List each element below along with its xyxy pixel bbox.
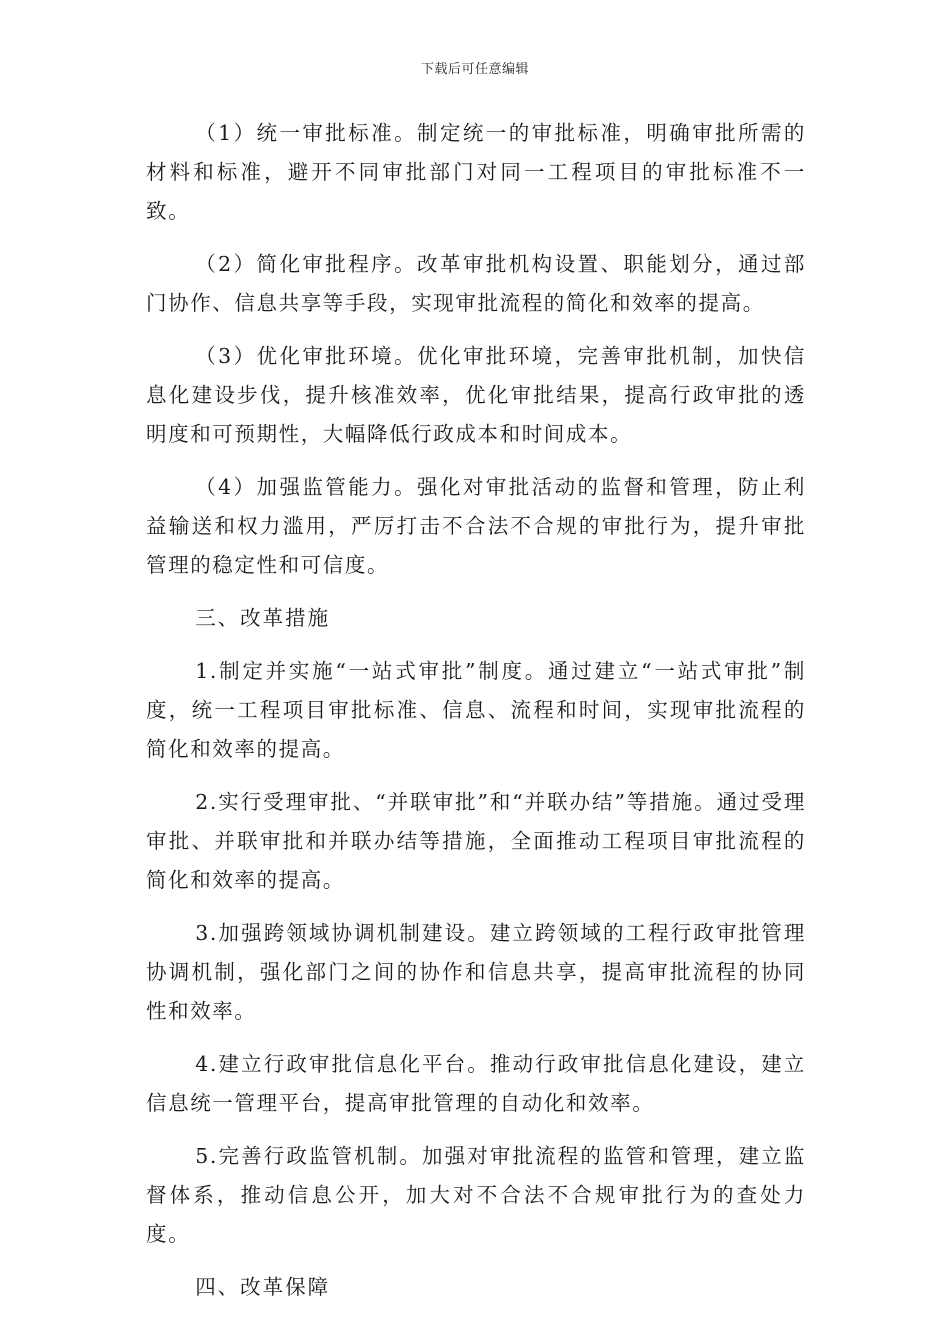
paragraph-4: （4）加强监管能力。强化对审批活动的监督和管理，防止利益输送和权力滥用，严厉打击不合法不合规的审批行为，提升审批管理的稳定性和可信度。	[146, 475, 806, 577]
measure-item-5: 5.完善行政监管机制。加强对审批流程的监管和管理，建立监督体系，推动信息公开，加大对不合法不合规审批行为的查处力度。	[146, 1144, 806, 1246]
measure-item-2: 2.实行受理审批、“并联审批”和“并联办结”等措施。通过受理审批、并联审批和并联办结等措施，全面推动工程项目审批流程的简化和效率的提高。	[146, 790, 806, 892]
paragraph-3: （3）优化审批环境。优化审批环境，完善审批机制，加快信息化建设步伐，提升核准效率，优化审批结果，提高行政审批的透明度和可预期性，大幅降低行政成本和时间成本。	[146, 344, 806, 446]
measure-item-3: 3.加强跨领域协调机制建设。建立跨领域的工程行政审批管理协调机制，强化部门之间的协作和信息共享，提高审批流程的协同性和效率。	[146, 921, 806, 1023]
document-body	[146, 114, 806, 1321]
measure-item-4: 4.建立行政审批信息化平台。推动行政审批信息化建设，建立信息统一管理平台，提高审批管理的自动化和效率。	[146, 1052, 806, 1115]
measure-item-1: 1.制定并实施“一站式审批”制度。通过建立“一站式审批”制度，统一工程项目审批标准、信息、流程和时间，实现审批流程的简化和效率的提高。	[146, 659, 806, 761]
section-4-heading: 四、改革保障	[195, 1275, 331, 1299]
page-header-note: 下载后可任意编辑	[420, 62, 529, 77]
paragraph-2: （2）简化审批程序。改革审批机构设置、职能划分，通过部门协作、信息共享等手段，实现审批流程的简化和效率的提高。	[146, 252, 806, 315]
section-3-heading: 三、改革措施	[195, 606, 331, 630]
paragraph-1: （1）统一审批标准。制定统一的审批标准，明确审批所需的材料和标准，避开不同审批部门对同一工程项目的审批标准不一致。	[146, 121, 806, 223]
